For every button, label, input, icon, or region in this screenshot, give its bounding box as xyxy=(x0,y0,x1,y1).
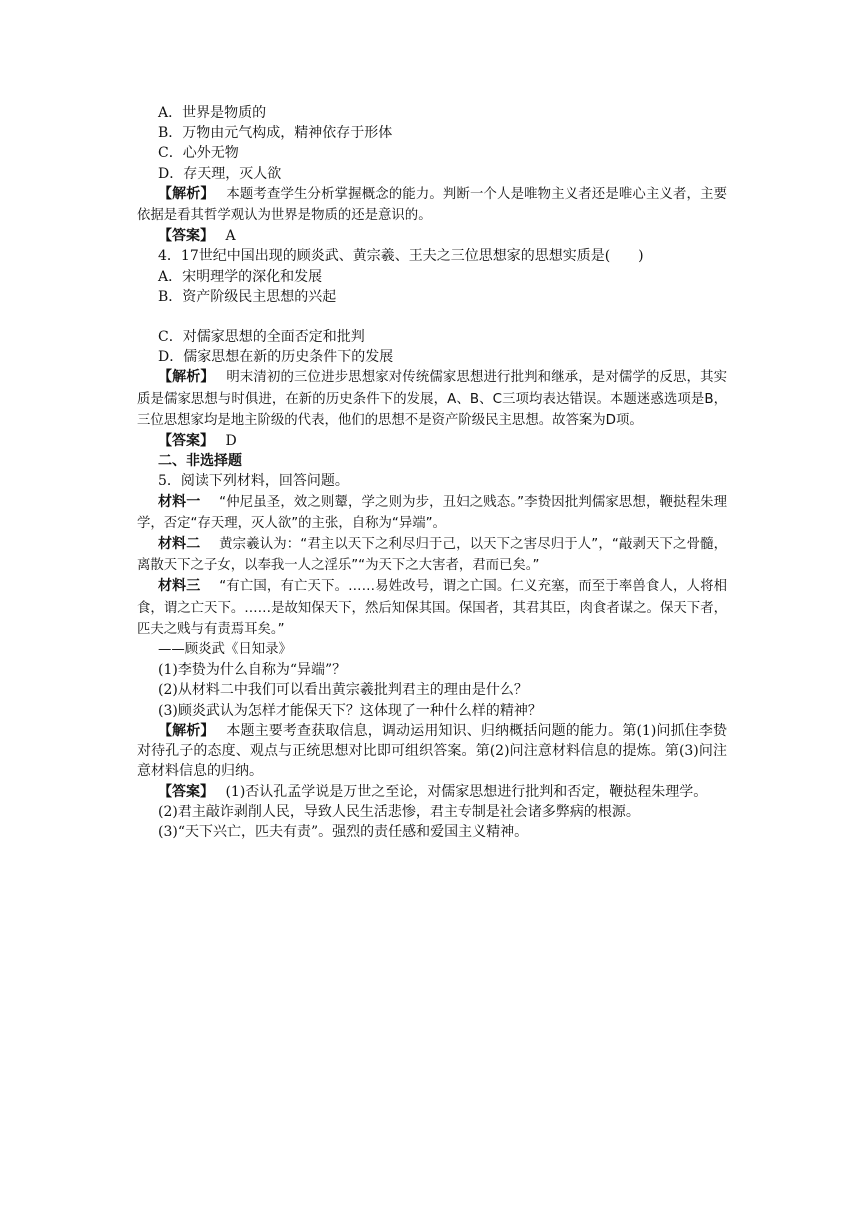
q3-analysis xyxy=(137,184,727,226)
material-2-text: 黄宗羲认为：“君主以天下之利尽归于己，以天下之害尽归于人”，“敲剥天下之骨髓，离散天下之子女，以奉我一人之淫乐”“为天下之大害者，君而已矣。” xyxy=(137,537,728,574)
q5-answer-tag: 【答案】 xyxy=(158,783,207,800)
material-1-label: 材料一 xyxy=(158,493,201,510)
q3-analysis-text: 本题考查学生分析掌握概念的能力。判断一个人是唯物主义者还是唯心主义者，主要依据是看其哲学观认为世界是物质的还是意识的。 xyxy=(137,186,728,224)
q5-analysis xyxy=(137,721,727,782)
material-3 xyxy=(137,576,727,640)
q5-answer-3: (3)“天下兴亡，匹夫有责”。强烈的责任感和爱国主义精神。 xyxy=(158,823,529,840)
q5-analysis-text: 本题主要考查获取信息，调动运用知识、归纳概括问题的能力。第(1)问抓住李贽对待孔子的态度、观点与正统思想对比即可组织答案。第(2)问注意材料信息的提炼。第(3)问注意材料信息的归纳。 xyxy=(137,722,728,780)
material-3-text: “有亡国，有亡天下。……易姓改号，谓之亡国。仁义充塞，而至于率兽食人，人将相食，谓之亡天下。……是故知保天下，然后知保其国。保国者，其君其臣，肉食者谋之。保天下者，匹夫之贱与有责焉耳矣。” xyxy=(137,579,728,637)
material-3-label: 材料三 xyxy=(158,578,201,595)
material-1-text: “仲尼虽圣，效之则颦，学之则为步，丑妇之贱态。”李贽因批判儒家思想，鞭挞程朱理学，否定“存天理，灭人欲”的主张，自称为“异端”。 xyxy=(137,494,728,531)
q4-analysis xyxy=(137,367,727,431)
q3-option-d: D．存天理，灭人欲 xyxy=(158,165,282,182)
q4-option-c: C．对儒家思想的全面否定和批判 xyxy=(158,329,365,346)
q3-option-b: B．万物由元气构成，精神依存于形体 xyxy=(158,125,393,142)
q4-analysis-text: 明末清初的三位进步思想家对传统儒家思想进行批判和继承，是对儒学的反思，其实质是儒家思想与时俱进，在新的历史条件下的发展，A、B、C三项均表达错误。本题迷惑选项是B，三位思想家均是地主阶级的代表，他们的思想不是资产阶级民主思想。故答案为D项。 xyxy=(137,370,728,428)
material-3-source: ——顾炎武《日知录》 xyxy=(158,642,292,658)
q3-answer xyxy=(137,226,727,246)
document-content xyxy=(137,103,727,842)
q5-stem: 5．阅读下列材料，回答问题。 xyxy=(158,473,349,490)
q3-option-a: A．世界是物质的 xyxy=(158,105,267,121)
section-title: 二、非选择题 xyxy=(158,453,242,470)
q4-analysis-tag: 【解析】 xyxy=(158,369,208,386)
q4-option-a: A．宋明理学的深化和发展 xyxy=(158,268,323,285)
q3-answer-tag: 【答案】 xyxy=(158,228,207,245)
q4-answer-text: D xyxy=(225,433,237,450)
q3-option-c: C．心外无物 xyxy=(158,145,239,162)
q5-sub-2: (2)从材料二中我们可以看出黄宗羲批判君主的理由是什么？ xyxy=(158,682,528,699)
q4-answer xyxy=(137,431,727,451)
q5-sub-3: (3)顾炎武认为怎样才能保天下？这体现了一种什么样的精神？ xyxy=(158,702,542,719)
material-2 xyxy=(137,534,727,576)
blank-gap xyxy=(137,307,727,327)
q5-sub-1: (1)李贽为什么自称为“异端”？ xyxy=(158,662,347,679)
q5-answer-2: (2)君主敲诈剥削人民，导致人民生活悲惨，君主专制是社会诸多弊病的根源。 xyxy=(158,803,640,820)
material-1 xyxy=(137,492,727,534)
q5-analysis-tag: 【解析】 xyxy=(158,722,208,739)
q4-answer-tag: 【答案】 xyxy=(158,433,207,450)
q4-option-b: B．资产阶级民主思想的兴起 xyxy=(158,288,337,305)
q5-answer-1: (1)否认孔孟学说是万世之至论，对儒家思想进行批判和否定，鞭挞程朱理学。 xyxy=(225,783,708,800)
q5-answer xyxy=(137,782,727,802)
q4-stem: 4．17世纪中国出现的顾炎武、黄宗羲、王夫之三位思想家的思想实质是( ) xyxy=(158,248,644,265)
q3-analysis-tag: 【解析】 xyxy=(158,185,208,202)
q4-option-d: D．儒家思想在新的历史条件下的发展 xyxy=(158,349,394,366)
q3-answer-text: A xyxy=(225,228,236,245)
material-2-label: 材料二 xyxy=(158,536,201,553)
